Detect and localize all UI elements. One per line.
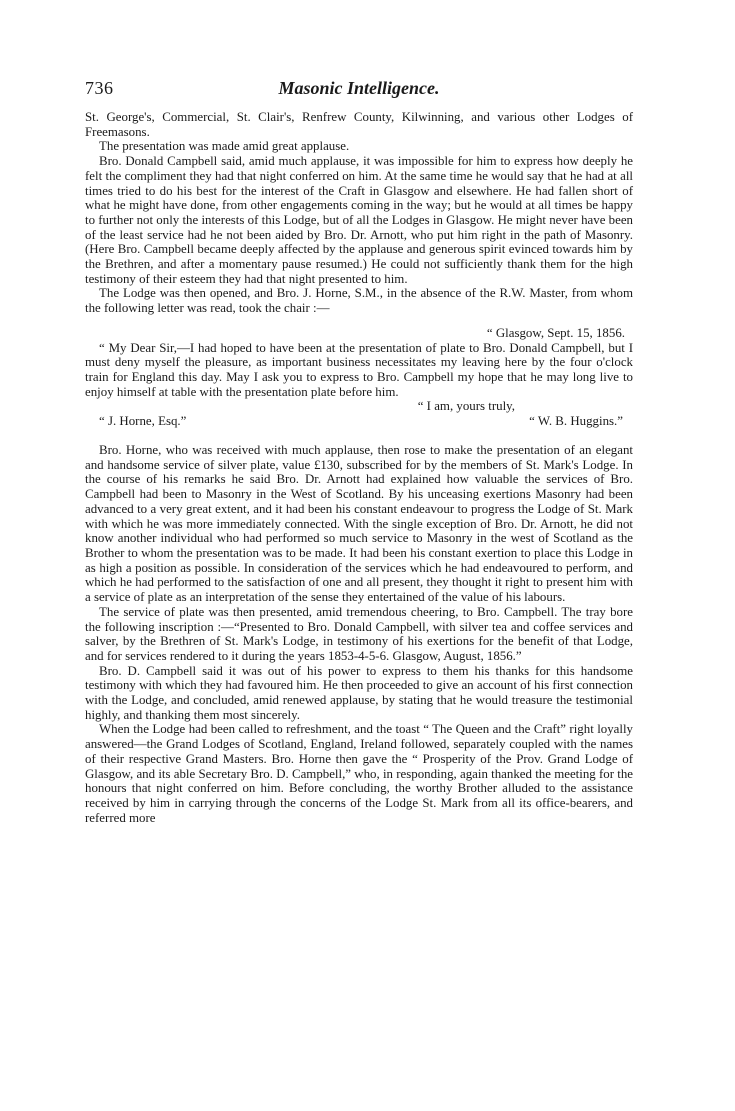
paragraph: The Lodge was then opened, and Bro. J. Horne, S.M., in the absence of the R.W. Master, from whom the following letter was read, took the chair :—	[85, 286, 633, 316]
document-page	[85, 78, 633, 825]
paragraph: The service of plate was then presented, amid tremendous cheering, to Bro. Campbell. The tray bore the following inscription :—“Presented to Bro. Donald Campbell, with silver tea and coffee services and salver, by the Brethren of St. Mark's Lodge, in testimony of his exertions for the benefit of that Lodge, and for services rendered to it during the years 1853-4-5-6. Glasgow, August, 1856.”	[85, 604, 633, 663]
letter-addressee: “ J. Horne, Esq.”	[99, 414, 187, 429]
paragraph: Bro. D. Campbell said it was out of his power to express to them his thanks for this handsome testimony with which they had favoured him. He then proceeded to give an account of his first connection with the Lodge, and concluded, amid renewed applause, by stating that he would treasure the testimonial highly, and thanking them most sincerely.	[85, 663, 633, 722]
page-number: 736	[85, 78, 114, 98]
letter-dateline: “ Glasgow, Sept. 15, 1856.	[486, 325, 625, 340]
paragraph: Bro. Donald Campbell said, amid much applause, it was impossible for him to express how deeply he felt the compliment they had that night conferred on him. At the same time he would say that he had at all times tried to do his best for the interest of the Craft in Glasgow and elsewhere. He had fallen short of what he might have done, from other engagements coming in the way; but he would at all times be happy to further not only the interests of this Lodge, but of all the Lodges in Glasgow. He might never have been of the least service had he not been aided by Bro. Dr. Arnott, who put him right in the path of Masonry. (Here Bro. Campbell became deeply affected by the applause and generous spirit evinced towards him by the Brethren, and after a momentary pause resumed.) He could not sufficiently thank them for the high testimony of their esteem they had that night presented to him.	[85, 154, 633, 286]
paragraph: St. George's, Commercial, St. Clair's, Renfrew County, Kilwinning, and various other Lodges of Freemasons.	[85, 110, 633, 139]
letter-signature: “ W. B. Huggins.”	[529, 414, 623, 429]
letter-signatures	[85, 414, 633, 429]
letter-body: “ My Dear Sir,—I had hoped to have been at the presentation of plate to Bro. Donald Campbell, but I must deny myself the pleasure, as important business necessitates my leaving here by the four o'clock train for England this day. May I ask you to express to Bro. Campbell my hope that he may long live to enjoy himself at table with the presentation plate before him.	[85, 340, 633, 399]
paragraph: The presentation was made amid great applause.	[99, 139, 350, 154]
article-body	[85, 110, 633, 825]
paragraph: When the Lodge had been called to refreshment, and the toast “ The Queen and the Craft” right loyally answered—the Grand Lodges of Scotland, England, Ireland followed, separately coupled with the names of their respective Grand Masters. Bro. Horne then gave the “ Prosperity of the Prov. Grand Lodge of Glasgow, and its able Secretary Bro. D. Campbell,” who, in responding, again thanked the meeting for the honours that night conferred on him. Before concluding, the worthy Brother alluded to the assistance received by him in carrying through the concerns of the Lodge St. Mark from all its office-bearers, and referred more	[85, 722, 633, 825]
letter-closing: “ I am, yours truly,	[417, 399, 515, 414]
paragraph: Bro. Horne, who was received with much applause, then rose to make the presentation of an elegant and handsome service of silver plate, value £130, subscribed for by the members of St. Mark's Lodge. In the course of his remarks he said Bro. Dr. Arnott had explained how valuable the services of Bro. Campbell had been to Masonry in the West of Scotland. By his unceasing exertions Masonry had been advanced to a very great extent, and it had been his constant endeavour to progress the Lodge of St. Mark with which he was more immediately connected. With the single exception of Bro. Dr. Arnott, he did not know another individual who had performed so much service to Masonry in the west of Scotland as the Brother to whom the presentation was to be made. It had been his constant exertion to place this Lodge in as high a position as possible. In consideration of the services which he had endeavoured to perform, and which he had performed to the satisfaction of one and all present, they thought it right to present him with a service of plate as an interpretation of the sense they entertained of the value of his labours.	[85, 443, 633, 605]
quoted-letter	[85, 326, 633, 429]
running-title: Masonic Intelligence.	[278, 78, 440, 98]
page-header	[85, 78, 633, 102]
